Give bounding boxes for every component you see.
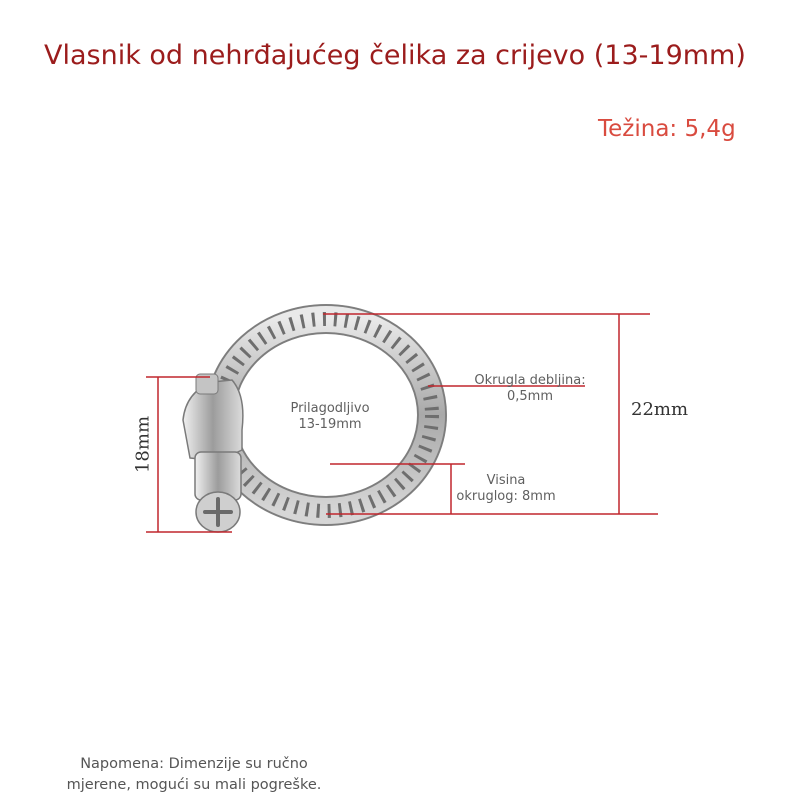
screw-housing xyxy=(183,374,243,459)
measurement-note-line2: mjerene, mogući su mali pogreške. xyxy=(66,777,322,793)
adjustable-label-line1: Prilagodljivo xyxy=(290,401,370,416)
height-label xyxy=(448,473,564,505)
page-title: Vlasnik od nehrđajućeg čelika za crijevo (13-19mm) xyxy=(44,40,746,71)
thickness-label-line2: 0,5mm xyxy=(506,389,553,404)
dimension-right-label: 22mm xyxy=(631,399,689,420)
measurement-note-line1: Napomena: Dimenzije su ručno xyxy=(80,756,308,772)
thickness-label xyxy=(462,373,598,405)
height-label-line1: Visina xyxy=(486,473,526,488)
screw xyxy=(195,452,241,532)
dimension-left-label: 18mm xyxy=(132,415,154,474)
adjustable-label-line2: 13-19mm xyxy=(298,417,362,432)
measurement-note xyxy=(44,754,344,796)
adjustable-label xyxy=(272,401,388,433)
thickness-label-line1: Okrugla debljina: xyxy=(474,373,586,388)
height-label-line2: okruglog: 8mm xyxy=(456,489,556,504)
weight-label: Težina: 5,4g xyxy=(598,116,736,142)
